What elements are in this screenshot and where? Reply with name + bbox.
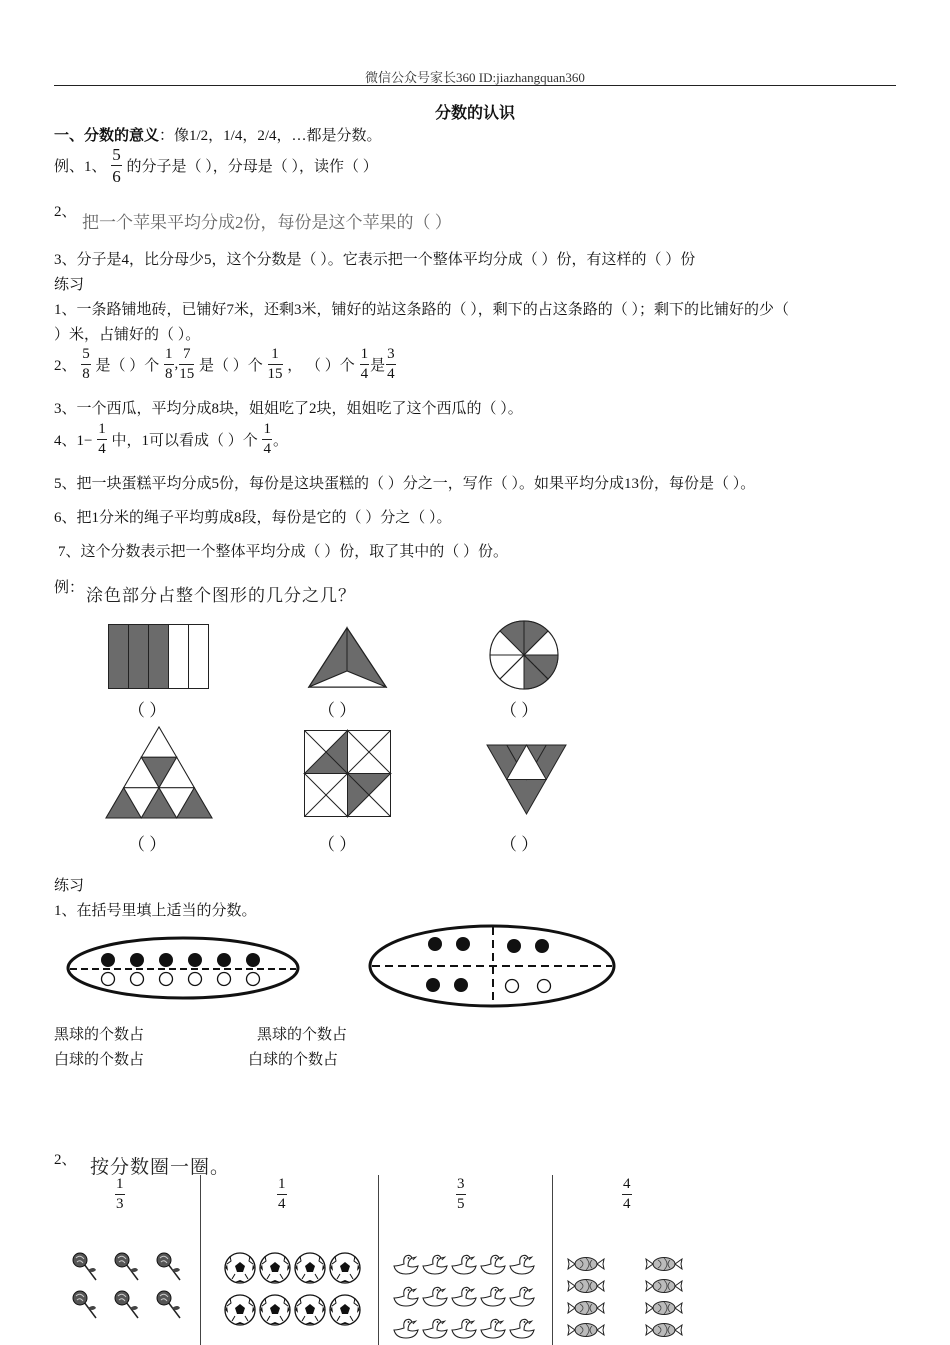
fraction xyxy=(81,347,91,382)
fraction-denominator: 8 xyxy=(165,366,173,382)
flower-icon xyxy=(157,1253,180,1280)
practice-2-text: ， （ ）个 xyxy=(287,358,355,374)
duck-group[interactable] xyxy=(392,1252,542,1344)
fraction-numerator: 1 xyxy=(262,422,272,440)
duck-icon xyxy=(423,1287,447,1306)
candy-icon xyxy=(568,1280,604,1293)
candy-icon xyxy=(646,1280,682,1293)
fraction-numerator: 1 xyxy=(115,1177,125,1195)
practice-5: 5、把一块蛋糕平均分成5份，每份是这块蛋糕的（ ）分之一，写作（ ）。如果平均分成13份，每份是（ ）。 xyxy=(54,476,756,492)
fraction xyxy=(262,422,272,457)
fraction-denominator: 15 xyxy=(179,366,195,382)
practice-2-prefix: 2、 xyxy=(54,358,77,374)
answer-blank[interactable]: （ ） xyxy=(318,835,357,854)
fill-prompt: 1、在括号里填上适当的分数。 xyxy=(54,903,257,919)
fraction xyxy=(179,347,194,382)
page-title: 分数的认识 xyxy=(434,105,515,122)
practice-heading: 练习 xyxy=(54,277,85,293)
section1-label: 一、分数的意义 xyxy=(54,128,160,144)
shaded-rectangle-figure xyxy=(108,624,210,690)
soccer-ball-icon xyxy=(295,1295,325,1325)
fraction xyxy=(277,1177,287,1212)
practice-2-text: 是（ ）个 xyxy=(199,358,263,374)
practice-heading-2: 练习 xyxy=(54,878,85,894)
flower-icon xyxy=(157,1291,180,1318)
shaded-circle-figure xyxy=(489,620,561,692)
practice-4-prefix: 4、1− xyxy=(54,433,93,449)
fraction-col-3 xyxy=(455,1177,467,1212)
column-divider xyxy=(200,1175,201,1345)
answer-blank[interactable]: （ ） xyxy=(500,835,539,854)
column-divider xyxy=(552,1175,553,1345)
fraction-col-1 xyxy=(114,1177,126,1212)
circle-prompt: 按分数圈一圈。 xyxy=(90,1156,231,1178)
fraction-numerator: 1 xyxy=(277,1177,287,1195)
fraction-col-4 xyxy=(621,1177,633,1212)
candy-icon xyxy=(646,1302,682,1315)
fraction-numerator: 4 xyxy=(622,1177,632,1195)
fraction-numerator: 3 xyxy=(456,1177,466,1195)
right-white-label: 白球的个数占 xyxy=(248,1052,339,1068)
column-divider xyxy=(378,1175,379,1345)
duck-icon xyxy=(423,1255,447,1274)
candy-icon xyxy=(646,1258,682,1271)
fraction-numerator: 1 xyxy=(360,347,370,365)
soccer-ball-icon xyxy=(260,1253,290,1283)
soccer-ball-group[interactable] xyxy=(222,1250,366,1330)
fraction-denominator: 4 xyxy=(623,1196,631,1212)
fraction-denominator: 4 xyxy=(387,366,395,382)
fraction-numerator: 5 xyxy=(112,145,121,164)
left-white-label: 白球的个数占 xyxy=(54,1052,145,1068)
duck-icon xyxy=(481,1287,505,1306)
practice-1-line-2: ）米，占铺好的（ ）。 xyxy=(54,327,201,343)
flower-icon xyxy=(73,1291,96,1318)
fraction-denominator: 4 xyxy=(360,366,369,382)
fraction-denominator: 8 xyxy=(82,366,90,382)
fraction xyxy=(97,422,107,457)
page-header: 微信公众号家长360 ID:jiazhangquan360 xyxy=(365,70,585,85)
fraction-numerator: 1 xyxy=(97,422,107,440)
fraction-denominator: 6 xyxy=(112,167,121,186)
practice-1-line-1: 1、一条路铺地砖，已铺好7米，还剩3米，铺好的站这条路的（ ），剩下的占这条路的（ ）；剩下的比铺好的少（ xyxy=(54,302,790,318)
fraction-denominator: 4 xyxy=(98,441,106,457)
soccer-ball-icon xyxy=(330,1253,360,1283)
example-1-text: 的分子是（ ），分母是（ ），读作（ ） xyxy=(126,159,378,175)
fraction-denominator: 15 xyxy=(267,366,283,382)
fraction-numerator: 5 xyxy=(81,347,91,365)
shade-prefix: 例： xyxy=(54,580,85,596)
example-3: 3、分子是4，比分母少5，这个分数是（ ）。它表示把一个整体平均分成（ ）份，有这样的（ ）份 xyxy=(54,252,696,268)
shaded-inverted-triangle-figure xyxy=(486,744,568,816)
example-2-prefix: 2、 xyxy=(54,204,77,220)
fraction xyxy=(360,347,370,382)
ball-ellipse-right xyxy=(368,924,618,1010)
header-divider xyxy=(54,85,896,86)
shaded-square-figure xyxy=(304,730,392,818)
fraction xyxy=(456,1177,466,1212)
section1 xyxy=(54,124,382,145)
example-1 xyxy=(54,146,378,185)
duck-icon xyxy=(510,1255,534,1274)
shaded-triangle-figure xyxy=(308,627,388,689)
duck-icon xyxy=(423,1319,447,1338)
practice-4 xyxy=(54,422,288,457)
section1-text: ：像1/2，1/4，2/4，…都是分数。 xyxy=(159,128,382,144)
candy-icon xyxy=(568,1324,604,1337)
candy-icon xyxy=(568,1258,604,1271)
soccer-ball-icon xyxy=(295,1253,325,1283)
fraction xyxy=(622,1177,632,1212)
fraction xyxy=(386,347,396,382)
practice-6: 6、把1分米的绳子平均剪成8段，每份是它的（ ）分之（ ）。 xyxy=(54,510,452,526)
fraction xyxy=(164,347,174,382)
soccer-ball-icon xyxy=(330,1295,360,1325)
duck-icon xyxy=(510,1319,534,1338)
fraction-numerator: 1 xyxy=(268,347,283,365)
example-1-prefix: 例、1、 xyxy=(54,159,107,175)
answer-blank[interactable]: （ ） xyxy=(500,701,539,720)
candy-icon xyxy=(568,1302,604,1315)
duck-icon xyxy=(452,1319,476,1338)
practice-4-text: 中，1可以看成（ ）个 xyxy=(111,433,258,449)
practice-7: 7、这个分数表示把一个整体平均分成（ ）份，取了其中的（ ）份。 xyxy=(58,544,509,560)
flower-icon xyxy=(73,1253,96,1280)
shaded-triangle-grid-figure xyxy=(106,726,214,820)
fraction-denominator: 4 xyxy=(263,441,271,457)
flower-icon xyxy=(115,1291,138,1318)
fraction xyxy=(268,347,283,382)
practice-2-text: 是（ ）个 xyxy=(95,358,160,374)
duck-icon xyxy=(452,1287,476,1306)
left-black-label: 黑球的个数占 xyxy=(54,1027,145,1043)
fraction xyxy=(115,1177,125,1212)
ball-ellipse-left xyxy=(66,936,302,1002)
candy-group[interactable] xyxy=(566,1256,690,1344)
example-2-text: 把一个苹果平均分成2份，每份是这个苹果的（ ） xyxy=(82,213,452,232)
flower-group[interactable] xyxy=(68,1248,188,1324)
practice-4-end: 。 xyxy=(272,433,288,449)
practice-2-text: 是 xyxy=(370,358,386,374)
duck-icon xyxy=(510,1287,534,1306)
fraction-5-6 xyxy=(111,146,122,185)
fraction-col-2 xyxy=(276,1177,288,1212)
duck-icon xyxy=(394,1287,418,1306)
fraction-numerator: 1 xyxy=(164,347,174,365)
comma: , xyxy=(174,356,179,372)
answer-blank[interactable]: （ ） xyxy=(128,835,167,854)
soccer-ball-icon xyxy=(225,1295,255,1325)
duck-icon xyxy=(481,1255,505,1274)
practice-3: 3、一个西瓜，平均分成8块，姐姐吃了2块，姐姐吃了这个西瓜的（ ）。 xyxy=(54,401,523,417)
circle-prefix: 2、 xyxy=(54,1152,77,1168)
practice-2 xyxy=(54,347,397,382)
fraction-numerator: 3 xyxy=(386,347,396,365)
duck-icon xyxy=(452,1255,476,1274)
fraction-denominator: 5 xyxy=(457,1196,465,1212)
answer-blank[interactable]: （ ） xyxy=(318,701,357,720)
fraction-denominator: 4 xyxy=(278,1196,286,1212)
duck-icon xyxy=(481,1319,505,1338)
duck-icon xyxy=(394,1319,418,1338)
flower-icon xyxy=(115,1253,138,1280)
fraction-denominator: 3 xyxy=(116,1196,124,1212)
right-black-label: 黑球的个数占 xyxy=(257,1027,348,1043)
shade-question: 涂色部分占整个图形的几分之几？ xyxy=(86,586,356,606)
candy-icon xyxy=(646,1324,682,1337)
fraction-numerator: 7 xyxy=(179,347,194,365)
soccer-ball-icon xyxy=(260,1295,290,1325)
duck-icon xyxy=(394,1255,418,1274)
soccer-ball-icon xyxy=(225,1253,255,1283)
answer-blank[interactable]: （ ） xyxy=(128,701,167,720)
